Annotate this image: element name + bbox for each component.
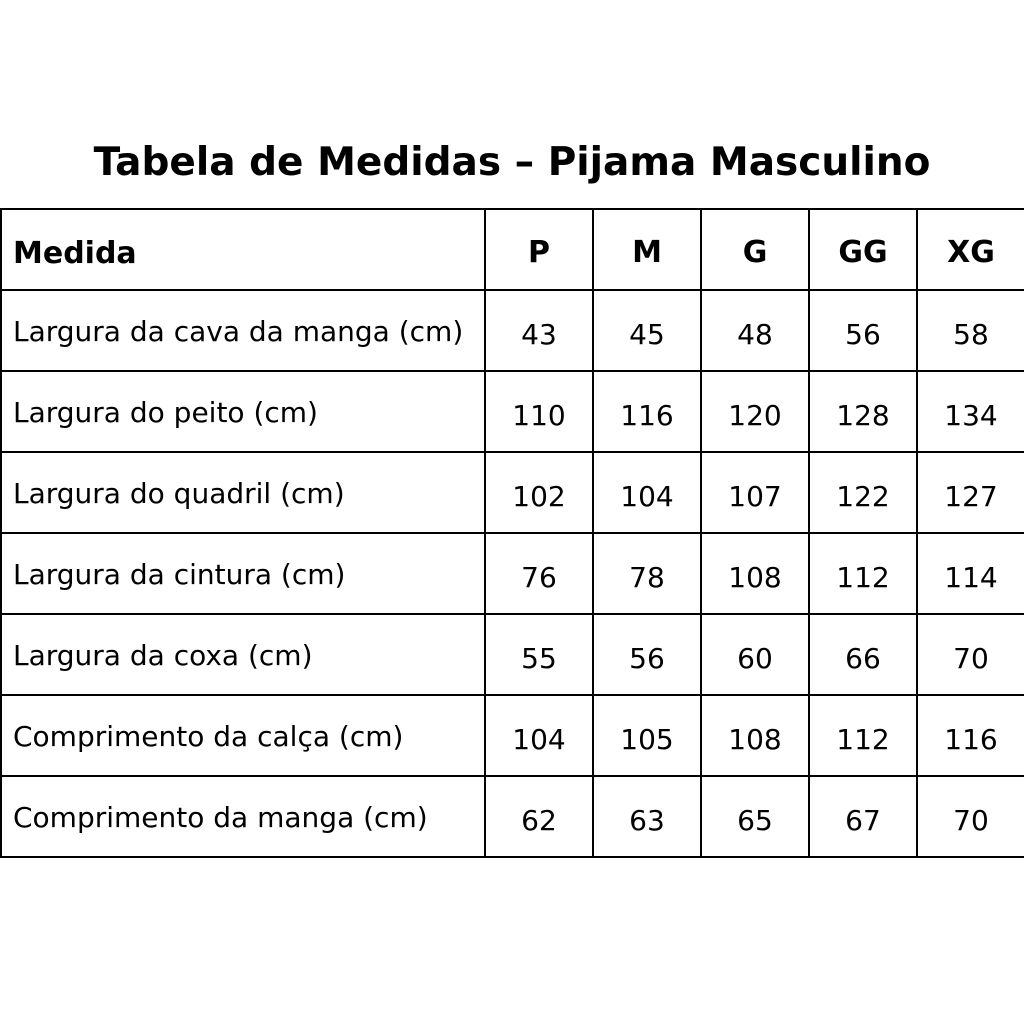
table-cell: 65 — [701, 776, 809, 857]
column-header-size: G — [701, 209, 809, 290]
table-cell: 112 — [809, 695, 917, 776]
table-header-row — [1, 209, 1024, 290]
table-cell: 45 — [593, 290, 701, 371]
table-cell: 114 — [917, 533, 1024, 614]
table-row — [1, 452, 1024, 533]
table-cell: 60 — [701, 614, 809, 695]
table-cell: 56 — [809, 290, 917, 371]
table-cell: 104 — [485, 695, 593, 776]
table-cell: 102 — [485, 452, 593, 533]
table-cell: 107 — [701, 452, 809, 533]
table-cell: 67 — [809, 776, 917, 857]
table-cell: 58 — [917, 290, 1024, 371]
row-label: Largura da cava da manga (cm) — [1, 290, 485, 371]
table-cell: 110 — [485, 371, 593, 452]
table-row — [1, 695, 1024, 776]
row-label: Largura da coxa (cm) — [1, 614, 485, 695]
table-cell: 70 — [917, 614, 1024, 695]
column-header-measure: Medida — [1, 209, 485, 290]
table-row — [1, 533, 1024, 614]
table-cell: 122 — [809, 452, 917, 533]
table-cell: 134 — [917, 371, 1024, 452]
row-label: Comprimento da manga (cm) — [1, 776, 485, 857]
page-title: Tabela de Medidas – Pijama Masculino — [93, 140, 931, 185]
column-header-size: P — [485, 209, 593, 290]
table-cell: 66 — [809, 614, 917, 695]
table-cell: 78 — [593, 533, 701, 614]
table-cell: 105 — [593, 695, 701, 776]
table-row — [1, 776, 1024, 857]
row-label: Largura do quadril (cm) — [1, 452, 485, 533]
row-label: Largura da cintura (cm) — [1, 533, 485, 614]
table-cell: 120 — [701, 371, 809, 452]
table-cell: 104 — [593, 452, 701, 533]
column-header-size: XG — [917, 209, 1024, 290]
table-cell: 127 — [917, 452, 1024, 533]
table-cell: 70 — [917, 776, 1024, 857]
table-row — [1, 614, 1024, 695]
column-header-size: M — [593, 209, 701, 290]
table-cell: 116 — [917, 695, 1024, 776]
table-cell: 63 — [593, 776, 701, 857]
table-row — [1, 290, 1024, 371]
size-chart-table — [0, 208, 1024, 858]
table-cell: 56 — [593, 614, 701, 695]
row-label: Largura do peito (cm) — [1, 371, 485, 452]
table-cell: 76 — [485, 533, 593, 614]
table-cell: 55 — [485, 614, 593, 695]
table-cell: 108 — [701, 695, 809, 776]
row-label: Comprimento da calça (cm) — [1, 695, 485, 776]
table-row — [1, 371, 1024, 452]
table-cell: 62 — [485, 776, 593, 857]
table-cell: 128 — [809, 371, 917, 452]
table-cell: 48 — [701, 290, 809, 371]
column-header-size: GG — [809, 209, 917, 290]
table-cell: 43 — [485, 290, 593, 371]
table-cell: 116 — [593, 371, 701, 452]
table-cell: 108 — [701, 533, 809, 614]
table-cell: 112 — [809, 533, 917, 614]
